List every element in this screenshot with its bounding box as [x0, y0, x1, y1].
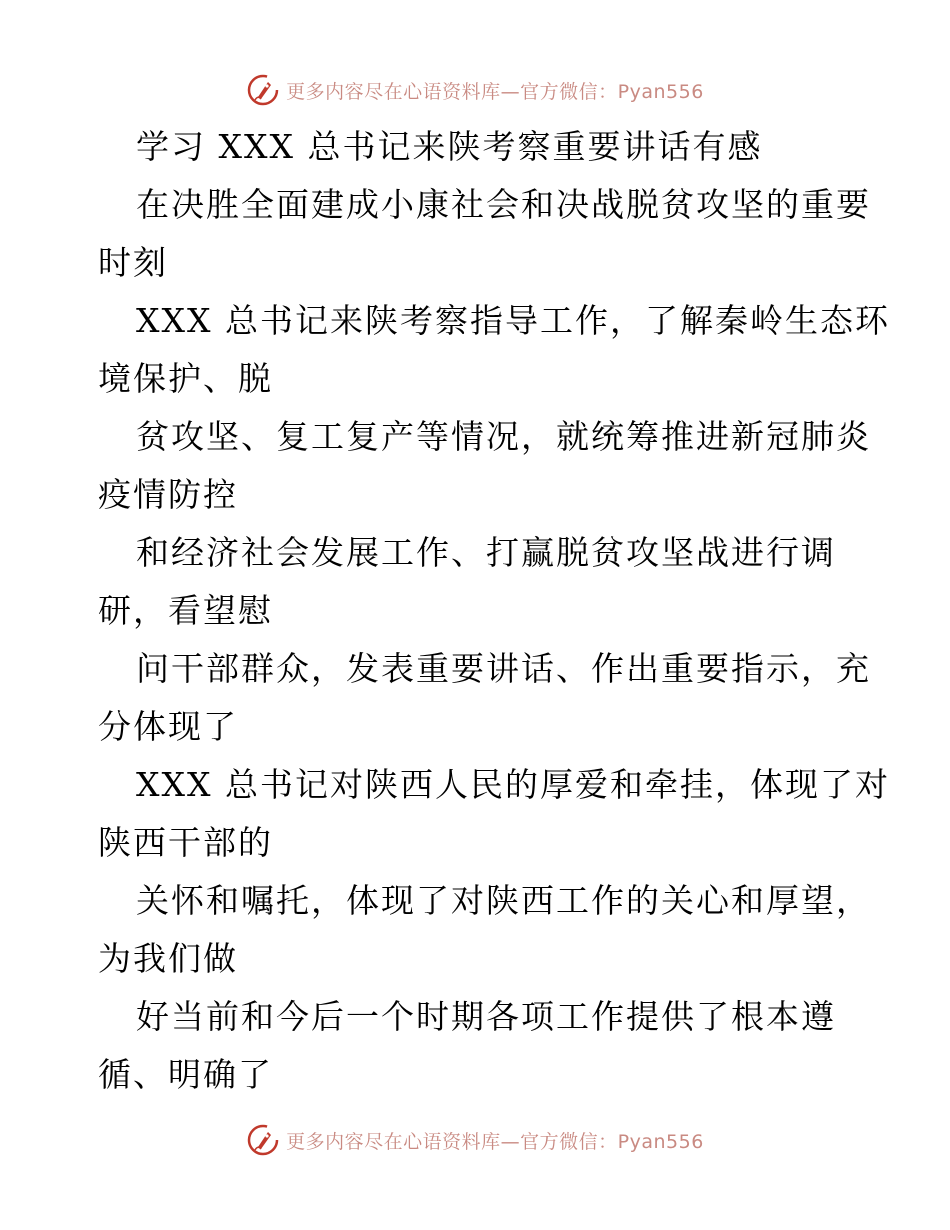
watermark-text: 更多内容尽在心语资料库—官方微信：Pyan556: [286, 1130, 704, 1153]
doc-line: 关怀和嘱托，体现了对陕西工作的关心和厚望，: [136, 881, 871, 920]
doc-line: 为我们做: [98, 939, 238, 978]
doc-title-line: 学习 XXX 总书记来陕考察重要讲话有感: [136, 127, 763, 166]
document-body: [98, 118, 890, 1104]
watermark-text: 更多内容尽在心语资料库—官方微信：Pyan556: [286, 80, 704, 103]
doc-line: 在决胜全面建成小康社会和决战脱贫攻坚的重要: [136, 185, 871, 224]
doc-line: 陕西干部的: [98, 823, 273, 862]
doc-line: XXX 总书记来陕考察指导工作，了解秦岭生态环: [136, 301, 890, 340]
doc-line: 境保护、脱: [98, 359, 273, 398]
pen-nib-logo-icon: [246, 73, 280, 107]
doc-line: 和经济社会发展工作、打赢脱贫攻坚战进行调: [136, 533, 836, 572]
doc-line: 疫情防控: [98, 475, 238, 514]
doc-line: 时刻: [98, 243, 168, 282]
pen-nib-logo-icon: [246, 1123, 280, 1157]
doc-line: 问干部群众，发表重要讲话、作出重要指示，充: [136, 649, 871, 688]
doc-line: 好当前和今后一个时期各项工作提供了根本遵: [136, 997, 836, 1036]
header-watermark: [0, 70, 950, 110]
doc-line: XXX 总书记对陕西人民的厚爱和牵挂，体现了对: [136, 765, 890, 804]
doc-line: 研，看望慰: [98, 591, 273, 630]
doc-line: 贫攻坚、复工复产等情况，就统筹推进新冠肺炎: [136, 417, 871, 456]
footer-watermark: [0, 1120, 950, 1160]
doc-line: 分体现了: [98, 707, 238, 746]
doc-line: 循、明确了: [98, 1055, 273, 1094]
